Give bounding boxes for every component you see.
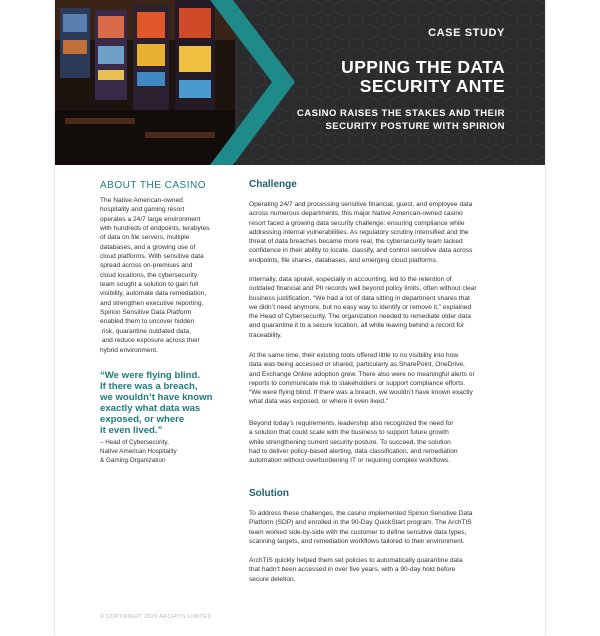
page-subtitle: CASINO RAISES THE STAKES AND THEIR SECURITY POSTURE WITH SPIRION	[296, 108, 505, 132]
challenge-paragraph-3	[249, 351, 511, 407]
paragraph-line: and quarantine it to a secure location, all while leaving behind a record for	[249, 322, 465, 330]
about-text-line: enabled them to uncover hidden	[100, 318, 195, 326]
paragraph-line: and Exchange Online adoption grew. There also were no meaningful alerts or	[249, 370, 475, 378]
paragraph-line: reports to communicate risk to stakeholders or support compliance efforts.	[249, 379, 466, 387]
quote-attribution	[100, 438, 225, 465]
about-text-line: hybrid environment.	[100, 346, 158, 354]
paragraph-line: Beyond today’s requirements, leadership also recognized the need for	[249, 420, 454, 427]
quote-line: exactly what data was	[100, 403, 201, 414]
paragraph-line: To address these challenges, the casino implemented Spirion Sensitive Data	[249, 510, 473, 517]
solution-paragraph-2	[249, 556, 511, 584]
about-text-line: and strengthen executive reporting.	[100, 299, 204, 307]
paragraph-line: across numerous departments, this major Native American-owned casino	[249, 210, 463, 218]
solution-heading: Solution	[249, 488, 289, 499]
page-title: UPPING THE DATA SECURITY ANTE	[341, 57, 505, 96]
paragraph-line: we didn’t need anymore, but no easy way to identify or remove it,” explained	[249, 303, 472, 311]
quote-line: “We were flying blind.	[100, 370, 201, 381]
paragraph-line: threat of data breaches became more real, the cybersecurity team lacked	[249, 238, 463, 246]
pull-quote	[100, 370, 230, 436]
quote-line: it even lived.”	[100, 425, 163, 436]
paragraph-line: addressing internal vulnerabilities. As regulatory scrutiny intensified and the	[249, 228, 469, 236]
quote-line: we wouldn’t have known	[100, 392, 213, 403]
about-text-line: The Native American-owned	[100, 197, 183, 204]
challenge-paragraph-1	[249, 200, 511, 265]
about-text-line: cloud platforms. With sensitive data	[100, 253, 204, 261]
paragraph-line: resort faced a growing data security challenge: ensuring compliance while	[249, 219, 465, 227]
document-page	[55, 0, 545, 636]
about-text-line: of data on file servers, multiple	[100, 234, 190, 242]
quote-line: exposed, or where	[100, 414, 185, 425]
attribution-line: & Gaming Organization	[100, 457, 166, 464]
attribution-line: Native American Hospitality	[100, 448, 177, 455]
paragraph-line: a solution that could scale with the business to support future growth	[249, 429, 449, 437]
paragraph-line: Internally, data sprawl, especially in accounting, led to the retention of	[249, 276, 452, 283]
paragraph-line: Operating 24/7 and processing sensitive financial, guest, and employee data	[249, 201, 473, 208]
about-text-line: risk, quarantine outdated data,	[100, 327, 191, 335]
paragraph-line: while strengthening current security posture. To succeed, the solution	[249, 438, 451, 446]
paragraph-line: outdated financial and PII records well beyond policy limits, often without clear	[249, 285, 477, 293]
paragraph-line: what data was exposed, or where it even lived.”	[249, 398, 388, 406]
quote-line: If there was a breach,	[100, 381, 198, 392]
paragraph-line: secure deletion.	[249, 575, 296, 583]
paragraph-line: ArchTIS quickly helped them set policies to automatically quarantine data	[249, 557, 463, 564]
paragraph-line: the Head of Cybersecurity. The organization needed to remediate older data	[249, 313, 471, 321]
paragraph-line: confidence in their ability to locate, classify, and control sensitive data across	[249, 247, 473, 255]
header-banner	[55, 0, 545, 165]
copyright-footer: © COPYRIGHT 2026 ARCHTIS LIMITED	[100, 614, 212, 620]
paragraph-line: team worked side-by-side with the customer to define sensitive data types,	[249, 528, 467, 536]
about-text-line: and reduce exposure across their	[100, 337, 200, 345]
about-text-line: team sought a solution to gain full	[100, 281, 199, 289]
paragraph-line: automation without overburdening IT or requiring complex workflows.	[249, 457, 451, 465]
case-study-label: CASE STUDY	[428, 27, 505, 39]
paragraph-line: scanning targets, and remediation workflows tailored to their environment.	[249, 537, 465, 545]
paragraph-line: business justification. “We had a lot of data sitting in department shares that	[249, 294, 470, 302]
paragraph-line: endpoints, file shares, databases, and emerging cloud platforms.	[249, 256, 438, 264]
paragraph-line: had to deliver policy-based alerting, data classification, and remediation	[249, 447, 458, 455]
attribution-line: – Head of Cybersecurity,	[100, 439, 169, 446]
about-text-line: cloud locations, the cybersecurity	[100, 271, 198, 279]
about-text-line: Spirion Sensitive Data Platform	[100, 309, 192, 317]
about-text	[100, 196, 225, 355]
challenge-heading: Challenge	[249, 179, 297, 190]
about-heading: ABOUT THE CASINO	[100, 180, 206, 191]
solution-paragraph-1	[249, 509, 511, 546]
paragraph-line: that hadn’t been accessed in over five years, with a 90-day hold before	[249, 566, 456, 574]
paragraph-line: Platform (SDP) and enrolled in the 90-Day QuickStart program. The ArchTIS	[249, 519, 472, 527]
paragraph-line: At the same time, their existing tools offered little to no visibility into how	[249, 352, 459, 359]
challenge-paragraph-2	[249, 275, 511, 340]
about-text-line: visibility, automate data remediation,	[100, 290, 207, 298]
about-text-line: with hundreds of endpoints, terabytes	[100, 225, 210, 233]
about-text-line: spread across on-premises and	[100, 262, 193, 270]
about-text-line: databases, and a growing use of	[100, 243, 196, 251]
about-text-line: operates a 24/7 large environment	[100, 215, 201, 223]
paragraph-line: “We were flying blind. If there was a breach, we wouldn’t have known exactly	[249, 389, 473, 397]
challenge-paragraph-4	[249, 419, 511, 465]
paragraph-line: data was being accessed or shared, particularly as SharePoint, OneDrive,	[249, 361, 465, 369]
paragraph-line: traceability.	[249, 331, 282, 339]
about-text-line: hospitality and gaming resort	[100, 206, 185, 214]
